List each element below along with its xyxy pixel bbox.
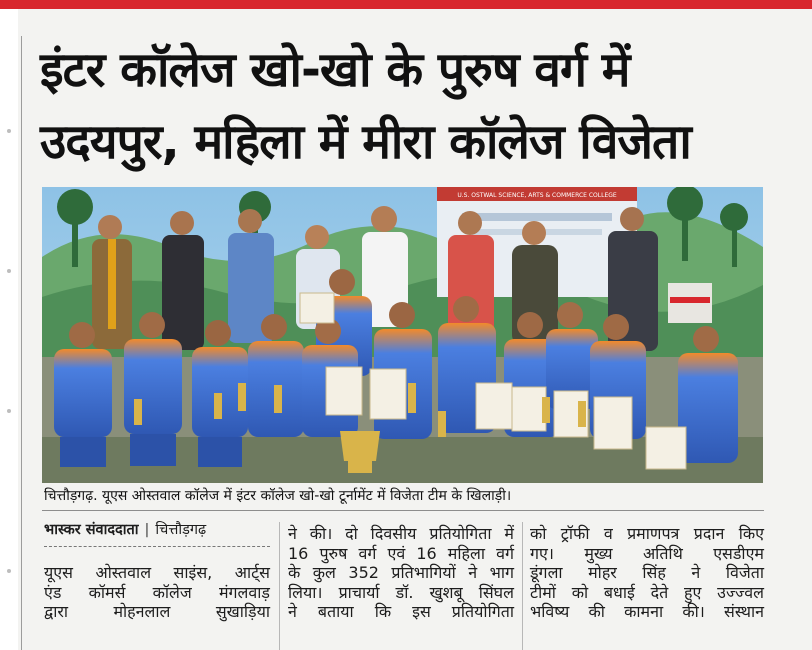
caption-rule: [42, 510, 764, 511]
article-column-3: [530, 524, 764, 622]
article-line: लिया। प्राचार्या डॉ. खुशबू सिंघल: [288, 582, 514, 602]
column-divider: [279, 522, 280, 650]
byline-city: चित्तौड़गढ़: [155, 522, 207, 538]
article-line: 16 पुरुष वर्ग एवं 16 महिला वर्ग: [288, 543, 514, 563]
article-line: ने की। दो दिवसीय प्रतियोगिता में: [288, 524, 514, 543]
byline-separator: |: [144, 522, 150, 538]
article-line: टीमों को बधाई देते हुए उज्ज्वल: [530, 582, 764, 602]
headline-line-2: उदयपुर, महिला में मीरा कॉलेज विजेता: [40, 114, 691, 170]
left-page-margin: [0, 9, 18, 650]
byline-rule: [44, 546, 270, 547]
byline-author: भास्कर संवाददाता: [44, 522, 139, 538]
article-line: ने बताया कि इस प्रतियोगिता: [288, 602, 514, 621]
article-line: गए। मुख्य अतिथि एसडीएम: [530, 543, 764, 563]
masthead-red-rule: [0, 0, 812, 9]
left-column-divider: [21, 36, 22, 650]
banner-text: U.S. OSTWAL SCIENCE, ARTS & COMMERCE COLLEGE: [457, 192, 617, 199]
photo-caption: चित्तौड़गढ़. यूएस ओस्तवाल कॉलेज में इंटर कॉलेज खो-खो टूर्नामेंट में विजेता टीम के खिलाड़ी।: [44, 488, 512, 504]
article-line: द्वारा मोहनलाल सुखाड़िया: [44, 602, 270, 621]
article-line: एंड कॉमर्स कॉलेज मंगलवाड़: [44, 582, 270, 602]
article-column-1: [44, 520, 270, 622]
article-line: के कुल 352 प्रतिभागियों ने भाग: [288, 563, 514, 582]
team-photo: [42, 187, 763, 483]
headline: [40, 34, 780, 178]
article-line: को ट्रॉफी व प्रमाणपत्र प्रदान किए: [530, 524, 764, 543]
headline-line-1: इंटर कॉलेज खो-खो के पुरुष वर्ग में: [40, 42, 630, 98]
article-column-2: [288, 524, 514, 622]
article-line: भविष्य की कामना की। संस्थान: [530, 602, 764, 621]
article-line: डूंगला मोहर सिंह ने विजेता: [530, 563, 764, 582]
article-line: यूएस ओस्तवाल साइंस, आर्ट्स: [44, 563, 270, 582]
column-divider: [522, 522, 523, 650]
byline: [44, 520, 270, 540]
